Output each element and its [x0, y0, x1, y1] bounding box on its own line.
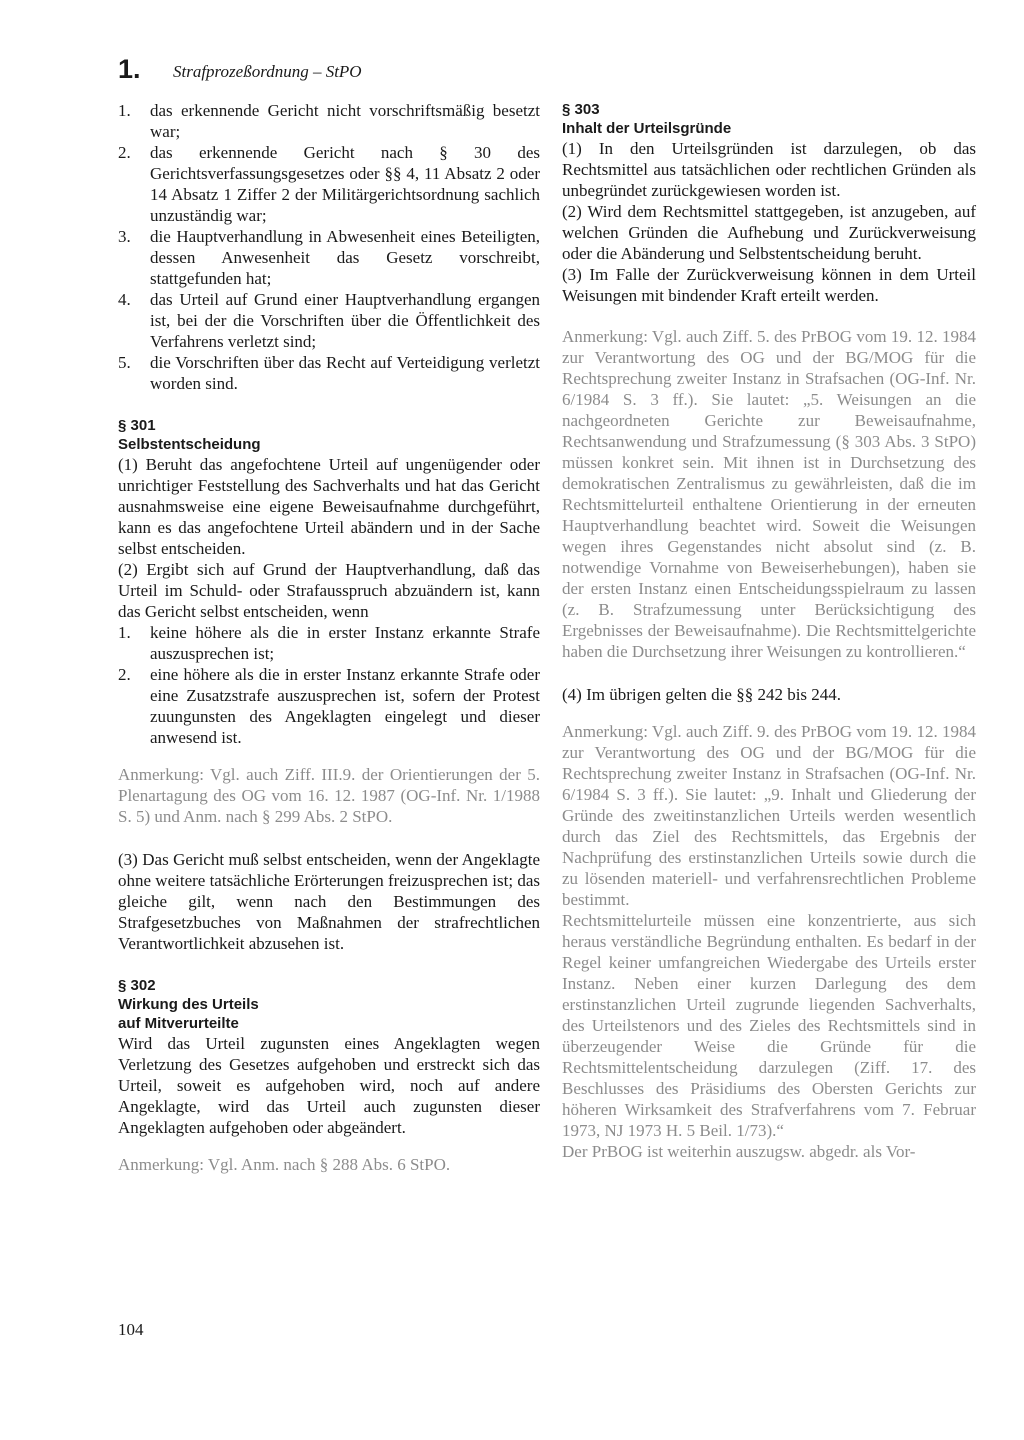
- list-item-number: 3.: [118, 227, 131, 246]
- list-item: [118, 142, 540, 226]
- section-303-paragraph-2: (2) Wird dem Rechtsmittel stattgegeben, ist anzugeben, auf welchen Gründen die Aufhebung und Zurückverweisung oder die Abänderung und Selbstentscheidung beruht.: [562, 202, 976, 263]
- section-301-title: Selbstentscheidung: [118, 436, 261, 453]
- left-column: [118, 100, 540, 1175]
- section-301-paragraph-3: (3) Das Gericht muß selbst entscheiden, wenn der Angeklagte ohne weitere tatsächliche Erörterungen freizusprechen ist; das gleiche gilt, wenn nach den Bestimmungen des Strafgesetzbuches von Maßnahmen der strafrechtlichen Verantwortlichkeit abzusehen ist.: [118, 850, 540, 953]
- section-303-note-1: Anmerkung: Vgl. auch Ziff. 5. des PrBOG vom 19. 12. 1984 zur Verantwortung des OG und der BG/MOG für die Rechtsprechung zweiter Instanz in Strafsachen (OG-Inf. Nr. 6/1984 S. 3 ff.). Sie lautet: „5. Weisungen an die nachgeordneten Gerichte zur Beweisaufnahme, Rechtsanwendung und Strafzumessung (§ 303 Abs. 3 StPO) müssen konkret sein. Mit ihnen ist in Durchsetzung des demokratischen Zentralismus zu gewährleisten, daß die im Rechtsmittelurteil enthaltene Orientierung in der erneuten Hauptverhandlung beachtet wird. Soweit die Weisungen wegen ihres Gegenstandes nicht absolut sind (z. B. notwendige Vornahme von Beweiserhebungen), haben sie der ersten Instanz einen Entscheidungsspielraum zu lassen (z. B. Strafzumessung unter Berücksichtigung des Ergebnisses der Beweisaufnahme). Die Rechtsmittelgerichte haben die Durchsetzung ihrer Weisungen zu kontrollieren.“: [562, 327, 976, 661]
- section-303-note-3: Rechtsmittelurteile müssen eine konzentrierte, aus sich heraus verständliche Begründung enthalten. Es bedarf in der Regel keiner umfangreichen Wiedergabe des Urteils erster Instanz. Neben einer kurzen Darlegung des dem erstinstanzlichen Urteil zugrunde liegenden Sachverhalts, des Urteilstenors und des Zieles des Rechtsmittels sind in überzeugender Weise die Gründe für die Rechtsmittelentscheidung darzulegen (Ziff. 17. des Beschlusses des Präsidiums des Obersten Gerichts zur höheren Wirksamkeit des Strafverfahrens vom 7. Februar 1973, NJ 1973 H. 5 Beil. 1/73).“: [562, 911, 976, 1140]
- list-item-text: das erkennende Gericht nach § 30 des Gerichtsverfassungsgesetzes oder §§ 4, 11 Absatz 2 oder 14 Absatz 1 Ziffer 2 der Militärgerichtsordnung sachlich unzuständig war;: [150, 143, 540, 225]
- list-item: [118, 100, 540, 142]
- list-item-text: die Vorschriften über das Recht auf Verteidigung verletzt worden sind.: [150, 353, 540, 393]
- list-item-number: 2.: [118, 665, 131, 684]
- list-item-text: die Hauptverhandlung in Abwesenheit eines Beteiligten, dessen Anwesenheit das Gesetz vorschreibt, stattgefunden hat;: [150, 227, 540, 288]
- list-item-text: keine höhere als die in erster Instanz erkannte Strafe auszusprechen ist;: [150, 623, 540, 663]
- section-303-paragraph-3: (3) Im Falle der Zurückverweisung können in dem Urteil Weisungen mit bindender Kraft erteilt werden.: [562, 265, 976, 305]
- section-303-note-4: Der PrBOG ist weiterhin auszugsw. abgedr. als Vor-: [562, 1142, 916, 1161]
- list-item-number: 1.: [118, 623, 131, 642]
- section-300-list: [118, 100, 540, 394]
- section-302-title-line-2: auf Mitverurteilte: [118, 1015, 239, 1032]
- section-302-number: § 302: [118, 977, 156, 994]
- list-item-number: 2.: [118, 143, 131, 162]
- list-item-number: 1.: [118, 101, 131, 120]
- list-item-text: das erkennende Gericht nicht vorschriftsmäßig besetzt war;: [150, 101, 540, 141]
- right-column: [562, 100, 976, 1162]
- section-303-number: § 303: [562, 101, 600, 118]
- section-301-number: § 301: [118, 417, 156, 434]
- section-302-note: Anmerkung: Vgl. Anm. nach § 288 Abs. 6 StPO.: [118, 1155, 451, 1174]
- chapter-number: 1.: [118, 54, 141, 84]
- section-301-paragraph-1: (1) Beruht das angefochtene Urteil auf ungenügender oder unrichtiger Feststellung des Sachverhalts und hat das Gericht ausnahmsweise eine eigene Beweisaufnahme durchgeführt, kann es das angefochtene Urteil abändern und in der Sache selbst entscheiden.: [118, 455, 540, 558]
- section-301-note: Anmerkung: Vgl. auch Ziff. III.9. der Orientierungen der 5. Plenartagung des OG vom 16. 12. 1987 (OG-Inf. Nr. 1/1988 S. 5) und Anm. nach § 299 Abs. 2 StPO.: [118, 765, 540, 826]
- list-item: [118, 352, 540, 394]
- section-301-paragraph-2: (2) Ergibt sich auf Grund der Hauptverhandlung, daß das Urteil im Schuld- oder Strafausspruch abzuändern ist, kann das Gericht selbst entscheiden, wenn: [118, 560, 540, 621]
- list-item: [118, 226, 540, 289]
- section-303-paragraph-4: (4) Im übrigen gelten die §§ 242 bis 244.: [562, 685, 842, 704]
- chapter-title: Strafprozeßordnung – StPO: [173, 62, 362, 81]
- list-item-number: 5.: [118, 353, 131, 372]
- section-301-list: [118, 622, 540, 748]
- list-item: [118, 622, 540, 664]
- list-item-number: 4.: [118, 290, 131, 309]
- section-303-note-2: Anmerkung: Vgl. auch Ziff. 9. des PrBOG vom 19. 12. 1984 zur Verantwortung des OG und der BG/MOG für die Rechtsprechung zweiter Instanz in Strafsachen (OG-Inf. Nr. 6/1984 S. 3 ff.). Sie lautet: „9. Inhalt und Gliederung der Gründe des zweitinstanzlichen Urteils werden wesentlich durch das Ziel des Rechtsmittels, das Ergebnis der Nachprüfung des erstinstanzlichen Urteils sowie durch die zu lösenden materiell- und verfahrensrechtlichen Probleme bestimmt.: [562, 722, 976, 909]
- list-item-text: eine höhere als die in erster Instanz erkannte Strafe oder eine Zusatzstrafe auszusprechen ist, sofern der Protest zuungunsten des Angeklagten eingelegt und dieser anwesend ist.: [150, 665, 540, 747]
- section-302-title-line-1: Wirkung des Urteils: [118, 996, 259, 1013]
- list-item: [118, 664, 540, 748]
- list-item: [118, 289, 540, 352]
- page-number: 104: [118, 1320, 144, 1339]
- section-303-title: Inhalt der Urteilsgründe: [562, 120, 732, 137]
- section-302-text: Wird das Urteil zugunsten eines Angeklagten wegen Verletzung des Gesetzes aufgehoben und erstreckt sich das Urteil, soweit es aufgehoben wird, noch auf andere Angeklagte, wird das Urteil auch zugunsten dieser Angeklagten aufgehoben oder abgeändert.: [118, 1034, 540, 1137]
- section-303-paragraph-1: (1) In den Urteilsgründen ist darzulegen, ob das Rechtsmittel aus tatsächlichen oder rechtlichen Gründen als unbegründet zurückgewiesen worden ist.: [562, 139, 976, 200]
- list-item-text: das Urteil auf Grund einer Hauptverhandlung ergangen ist, bei der die Vorschriften über die Öffentlichkeit des Verfahrens verletzt sind;: [150, 290, 540, 351]
